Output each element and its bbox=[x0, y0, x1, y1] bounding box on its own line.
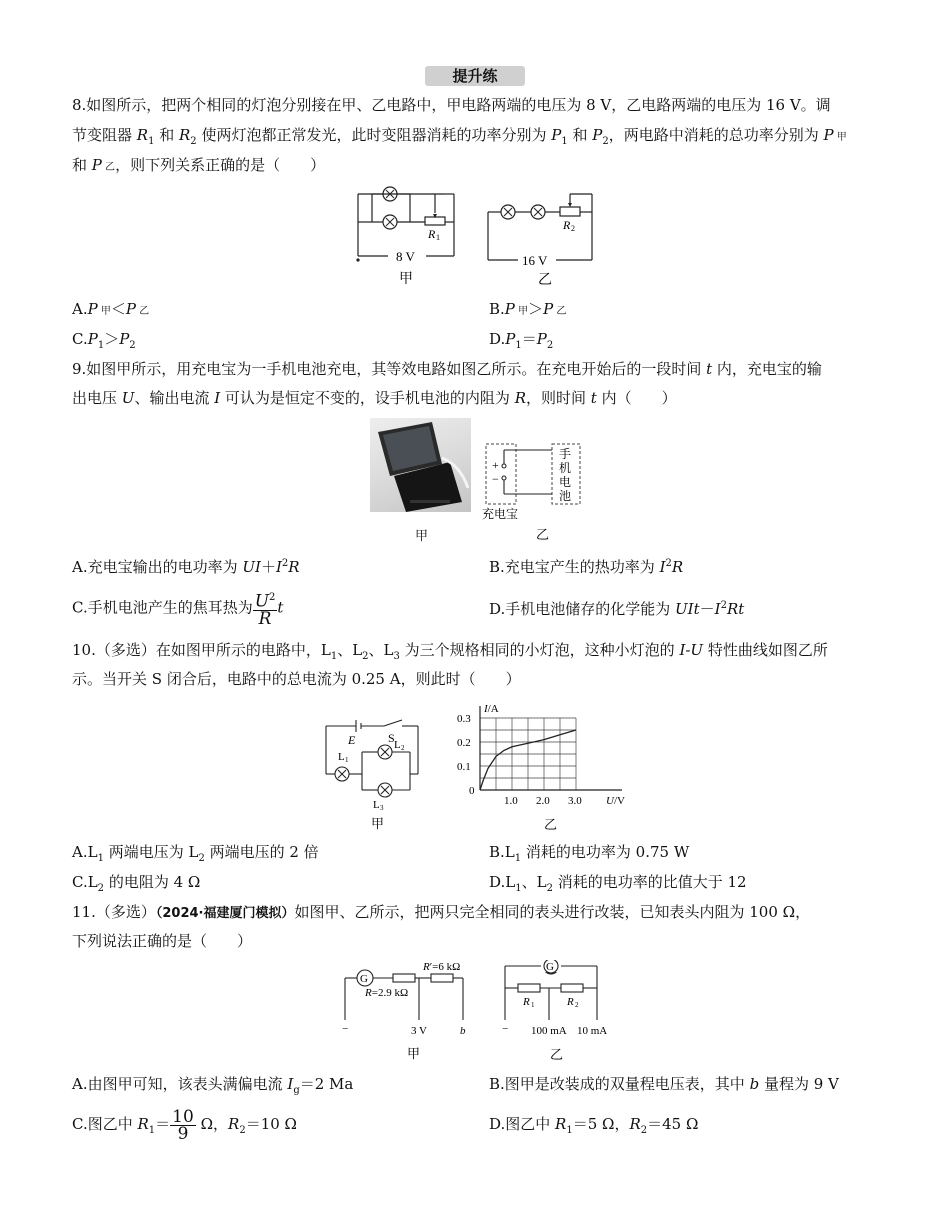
q10-option-d[interactable]: $D.L_1$、$L_2$ 消耗的电功率的比值大于 12 bbox=[489, 873, 747, 894]
chart-y-tick-label: 0.2 bbox=[457, 737, 471, 749]
q11-fig-10mA: 10 mA bbox=[577, 1025, 608, 1037]
q11-option-c[interactable]: C.图乙中 $R_1=$ $\frac{10}{9}$ Ω，$R_2=10$ Ω bbox=[72, 1106, 297, 1144]
chart-x-tick-label: 1.0 bbox=[504, 795, 518, 807]
q9-option-b[interactable]: B.充电宝产生的热功率为 $I^2R$ bbox=[489, 558, 684, 576]
chart-grid bbox=[480, 718, 576, 790]
q9-equivalent-circuit bbox=[480, 438, 590, 542]
q9-option-a[interactable]: A.充电宝输出的电功率为 $UI+I^2R$ bbox=[72, 558, 300, 576]
chart-x-tick-label: 3.0 bbox=[568, 795, 582, 807]
q9-fig-caption-jia: 甲 bbox=[415, 529, 429, 544]
q8-circuit-figure bbox=[350, 184, 610, 288]
q10-option-b[interactable]: $B.L_1$ 消耗的电功率为 0.75 W bbox=[489, 843, 690, 864]
q11-fig-R2: R bbox=[567, 996, 574, 1008]
q11-fig-3V: 3 V bbox=[411, 1025, 427, 1037]
q11-fig-caption-jia: 甲 bbox=[407, 1046, 421, 1061]
q10-fig-L1-sub: 1 bbox=[345, 756, 349, 764]
q8-line2: 节变阻器 $R_1$ 和 $R_2$ 使两灯泡都正常发光，此时变阻器消耗的功率分别为 $P_1$ 和 $P_2$，两电路中消耗的总功率分别为 P 甲 bbox=[72, 126, 847, 147]
q8-fig-voltage-jia: 8 V bbox=[396, 249, 415, 264]
section-banner bbox=[425, 66, 525, 86]
q8-fig-caption-yi: 乙 bbox=[538, 273, 552, 288]
q11-fig-galvanometer-2: G bbox=[546, 961, 554, 973]
q8-fig-R2-sub: 2 bbox=[571, 224, 575, 233]
q11-fig-R: R=2.9 kΩ bbox=[365, 987, 409, 999]
q9-option-c[interactable]: C.手机电池产生的焦耳热为 $\frac{U^2}{R}$ t bbox=[72, 591, 284, 629]
q11-fig-R-prime: R′=6 kΩ bbox=[423, 961, 461, 973]
q11-fig-caption-yi: 乙 bbox=[550, 1047, 564, 1062]
q11-option-b[interactable]: B.图甲是改装成的双量程电压表，其中 b 量程为 9 V bbox=[489, 1075, 839, 1093]
q10-fig-L2-sub: 2 bbox=[401, 744, 405, 752]
q8-option-b[interactable]: B.P 甲＞P 乙 bbox=[489, 300, 567, 318]
chart-origin-label: 0 bbox=[469, 785, 475, 797]
q8-fig-R1-sub: 1 bbox=[436, 233, 440, 242]
q9-fig-minus: − bbox=[492, 472, 499, 486]
q8-option-a[interactable]: A.P 甲＜P 乙 bbox=[72, 300, 150, 318]
q11-fig-100mA: 100 mA bbox=[531, 1025, 567, 1037]
q11-fig-b: b bbox=[460, 1025, 466, 1037]
q10-option-a[interactable]: $A.L_1$ 两端电压为 $L_2$ 两端电压的 2 倍 bbox=[72, 843, 319, 864]
q9-fig-plus: + bbox=[492, 458, 499, 472]
q9-fig-powerbank-label: 充电宝 bbox=[482, 507, 519, 521]
q10-fig-S: S bbox=[388, 731, 395, 745]
q10-line1: 10.（多选）在如图甲所示的电路中，$L_1$、$L_2$、$L_3$ 为三个规格相同的小灯泡，这种小灯泡的 I-U 特性曲线如图乙所 bbox=[72, 641, 828, 662]
chart-y-tick-label: 0.3 bbox=[457, 713, 471, 725]
q10-fig-L2: L bbox=[394, 739, 401, 751]
q10-fig-caption-jia: 甲 bbox=[371, 816, 385, 831]
q8-line1: 8.如图所示，把两个相同的灯泡分别接在甲、乙电路中，甲电路两端的电压为 8 V，乙电路两端的电压为 16 V。调 bbox=[72, 96, 831, 114]
q9-line1: 9.如图甲所示，用充电宝为一手机电池充电，其等效电路如图乙所示。在充电开始后的一段时间 t 内，充电宝的输 bbox=[72, 360, 822, 378]
q11-circuit-figure bbox=[335, 960, 625, 1062]
chart-x-tick-label: 2.0 bbox=[536, 795, 550, 807]
chart-ylabel: I/A bbox=[484, 703, 499, 715]
q11-option-a[interactable]: A.由图甲可知，该表头满偏电流 $I_g=2$ Ma bbox=[72, 1075, 354, 1096]
q9-fig-phone-2: 机 bbox=[559, 461, 572, 475]
q11-fig-R1-sub: 1 bbox=[531, 1001, 535, 1009]
chart-y-tick-label: 0.1 bbox=[457, 761, 471, 773]
q8-fig-R2: R bbox=[563, 218, 571, 232]
q10-fig-L3: L bbox=[373, 799, 380, 811]
q11-line1: 11.（多选）（2024·福建厦门模拟）如图甲、乙所示，把两只完全相同的表头进行改装，已知表头内阻为 100 Ω， bbox=[72, 903, 811, 921]
q9-fig-phone-1: 手 bbox=[559, 447, 572, 461]
q11-fig-R2-sub: 2 bbox=[575, 1001, 579, 1009]
q9-line2: 出电压 U、输出电流 I 可认为是恒定不变的，设手机电池的内阻为 R，则时间 t 内（ ） bbox=[72, 389, 677, 407]
q10-fig-E: E bbox=[348, 733, 356, 747]
q10-fig-caption-yi: 乙 bbox=[544, 817, 558, 832]
q11-line2: 下列说法正确的是（ ） bbox=[72, 932, 253, 950]
q8-option-d[interactable]: $D.P_1=P_2$ bbox=[489, 330, 554, 351]
q10-iu-chart bbox=[452, 700, 637, 834]
q11-option-d[interactable]: D.图乙中 $R_1=5$ Ω，$R_2=45$ Ω bbox=[489, 1115, 699, 1136]
q8-line3: 和 P 乙，则下列关系正确的是（ ） bbox=[72, 156, 326, 174]
q10-fig-L3-sub: 3 bbox=[380, 804, 384, 812]
chart-xlabel: U/V bbox=[606, 795, 625, 807]
q11-fig-minus: − bbox=[342, 1023, 349, 1035]
q8-option-c[interactable]: $C.P_1>P_2$ bbox=[72, 330, 136, 351]
q11-fig-galvanometer: G bbox=[360, 973, 368, 985]
q8-fig-caption-jia: 甲 bbox=[399, 272, 413, 287]
q10-line2: 示。当开关 S 闭合后，电路中的总电流为 0.25 A，则此时（ ） bbox=[72, 670, 521, 688]
q9-photo-phone-powerbank bbox=[370, 418, 471, 512]
q8-fig-R1: R bbox=[428, 227, 436, 241]
section-title: 提升练 bbox=[452, 67, 498, 85]
q9-option-d[interactable]: D.手机电池储存的化学能为 $UIt-I^2Rt$ bbox=[489, 600, 745, 618]
q10-fig-L1: L bbox=[338, 751, 345, 763]
q11-source-tag: （2024·福建厦门模拟） bbox=[155, 906, 295, 921]
q11-fig-R1: R bbox=[523, 996, 530, 1008]
q10-circuit-figure bbox=[318, 716, 428, 832]
q9-fig-phone-4: 池 bbox=[559, 489, 572, 503]
q8-fig-voltage-yi: 16 V bbox=[522, 253, 548, 268]
q9-fig-phone-3: 电 bbox=[559, 475, 572, 489]
q11-fig-minus-2: − bbox=[502, 1023, 509, 1035]
q10-option-c[interactable]: $C.L_2$ 的电阻为 4 Ω bbox=[72, 873, 201, 894]
q9-fig-caption-yi: 乙 bbox=[536, 527, 550, 542]
